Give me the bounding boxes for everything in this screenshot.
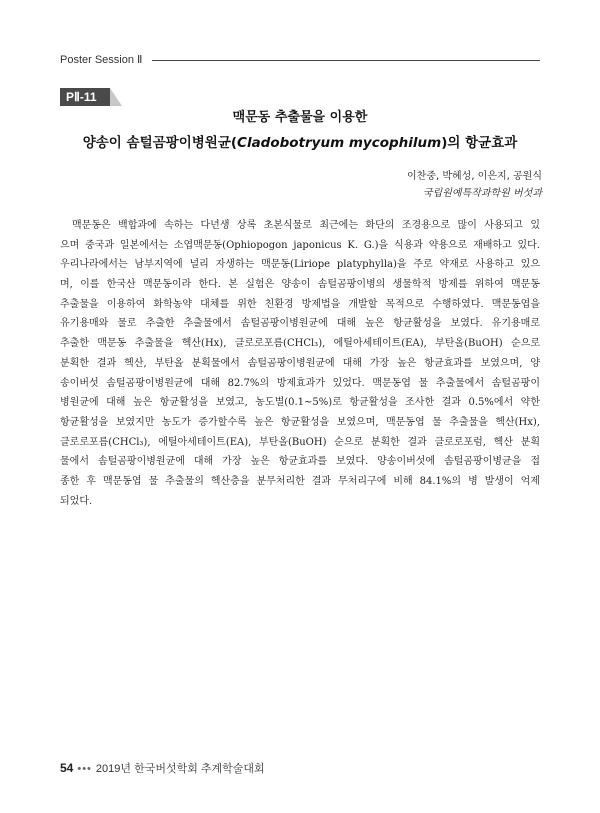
title-line-2 (60, 131, 540, 151)
abstract-line: 병원균에 대해 높은 항균활성을 보였고, 농도별(0.1~5%)로 항균활성을 조사한 결과 0.5%에서 약한 (60, 397, 540, 409)
badge-tail-decoration (110, 88, 122, 106)
abstract-line: 으며 중국과 일본에서는 소엽맥문동(Ophiopogon japonicus K. G.)을 식용과 약용으로 재배하고 있다. (60, 239, 540, 251)
abstract-line: 추출물을 이용하여 화학농약 대체를 위한 친환경 방제법을 개발할 목적으로 수행하였다. 맥문동엽을 (60, 298, 540, 310)
footer-dots: ••• (77, 763, 92, 775)
authors: 이찬중, 박혜성, 이은지, 공원식 (407, 171, 542, 182)
abstract-line: 우리나라에서는 남부지역에 널리 자생하는 맥문동(Liriope platyphylla)을 주로 약재로 사용하고 있으 (60, 259, 540, 271)
running-header: Poster Session Ⅱ (60, 54, 143, 66)
abstract-line: 되었다. (60, 495, 93, 507)
page-footer (60, 760, 265, 776)
conference-name: 2019년 한국버섯학회 추계학술대회 (95, 763, 265, 775)
abstract-line: 송이버섯 솜털곰팡이병원균에 대해 82.7%의 방제효과가 있었다. 맥문동엽 물 추출물에서 솜털곰팡이 (60, 377, 540, 389)
abstract-line: 클로로포름(CHCl₃), 에틸아세테이트(EA), 부탄올(BuOH) 순으로 분획한 결과 클로로포럼, 헥산 분획 (60, 436, 540, 448)
affiliation: 국립원예특작과학원 버섯과 (422, 188, 542, 199)
abstract-body (60, 216, 540, 511)
poster-id-badge: PⅡ-11 (60, 88, 110, 106)
page-number: 54 (60, 761, 74, 775)
abstract-line: 물에서 솜털곰팡이병원균에 대해 가장 높은 항균효과를 보였다. 양송이버섯에 솜털곰팡이병균을 접 (60, 456, 540, 468)
abstract-line: 종한 후 맥문동엽 물 추출물의 헥산층을 분무처리한 결과 무처리구에 비해 84.1%의 병 발생이 억제 (60, 475, 540, 487)
species-name-italic: Cladobotryum mycophilum (237, 135, 442, 151)
abstract-line: 항균활성을 보였지만 농도가 증가할수록 높은 항균활성을 보였으며, 맥문동엽 물 추출물을 헥산(Hx), (60, 416, 540, 428)
abstract-line: 유기용매와 물로 추출한 추출물에서 솜털곰팡이병원균에 대해 높은 항균활성을 보였다. 유기용매로 (60, 318, 540, 330)
title-line-2-post: )의 항균효과 (441, 135, 518, 151)
abstract-line: 며, 이를 한국산 맥문동이라 한다. 본 실험은 양송이 솜털곰팡이병의 생물학적 방제를 위하여 맥문동 (60, 279, 540, 291)
abstract-line: 맥문동은 백합과에 속하는 다년생 상록 초본식물로 최근에는 화단의 조경용으로 많이 사용되고 있 (72, 220, 540, 231)
abstract-line: 분획한 결과 헥산, 부탄올 분획물에서 솜털곰팡이병원균에 대해 가장 높은 항균효과를 보였으며, 양 (60, 357, 540, 369)
title-line-1: 맥문동 추출물을 이용한 (232, 110, 368, 125)
title-line-2-pre: 양송이 솜털곰팡이병원균( (82, 135, 238, 151)
abstract-line: 추출한 맥문동 추출물을 헥산(Hx), 클로로포름(CHCl₃), 에틸아세테이트(EA), 부탄올(BuOH) 순으로 (60, 338, 540, 350)
header-rule (152, 60, 540, 61)
